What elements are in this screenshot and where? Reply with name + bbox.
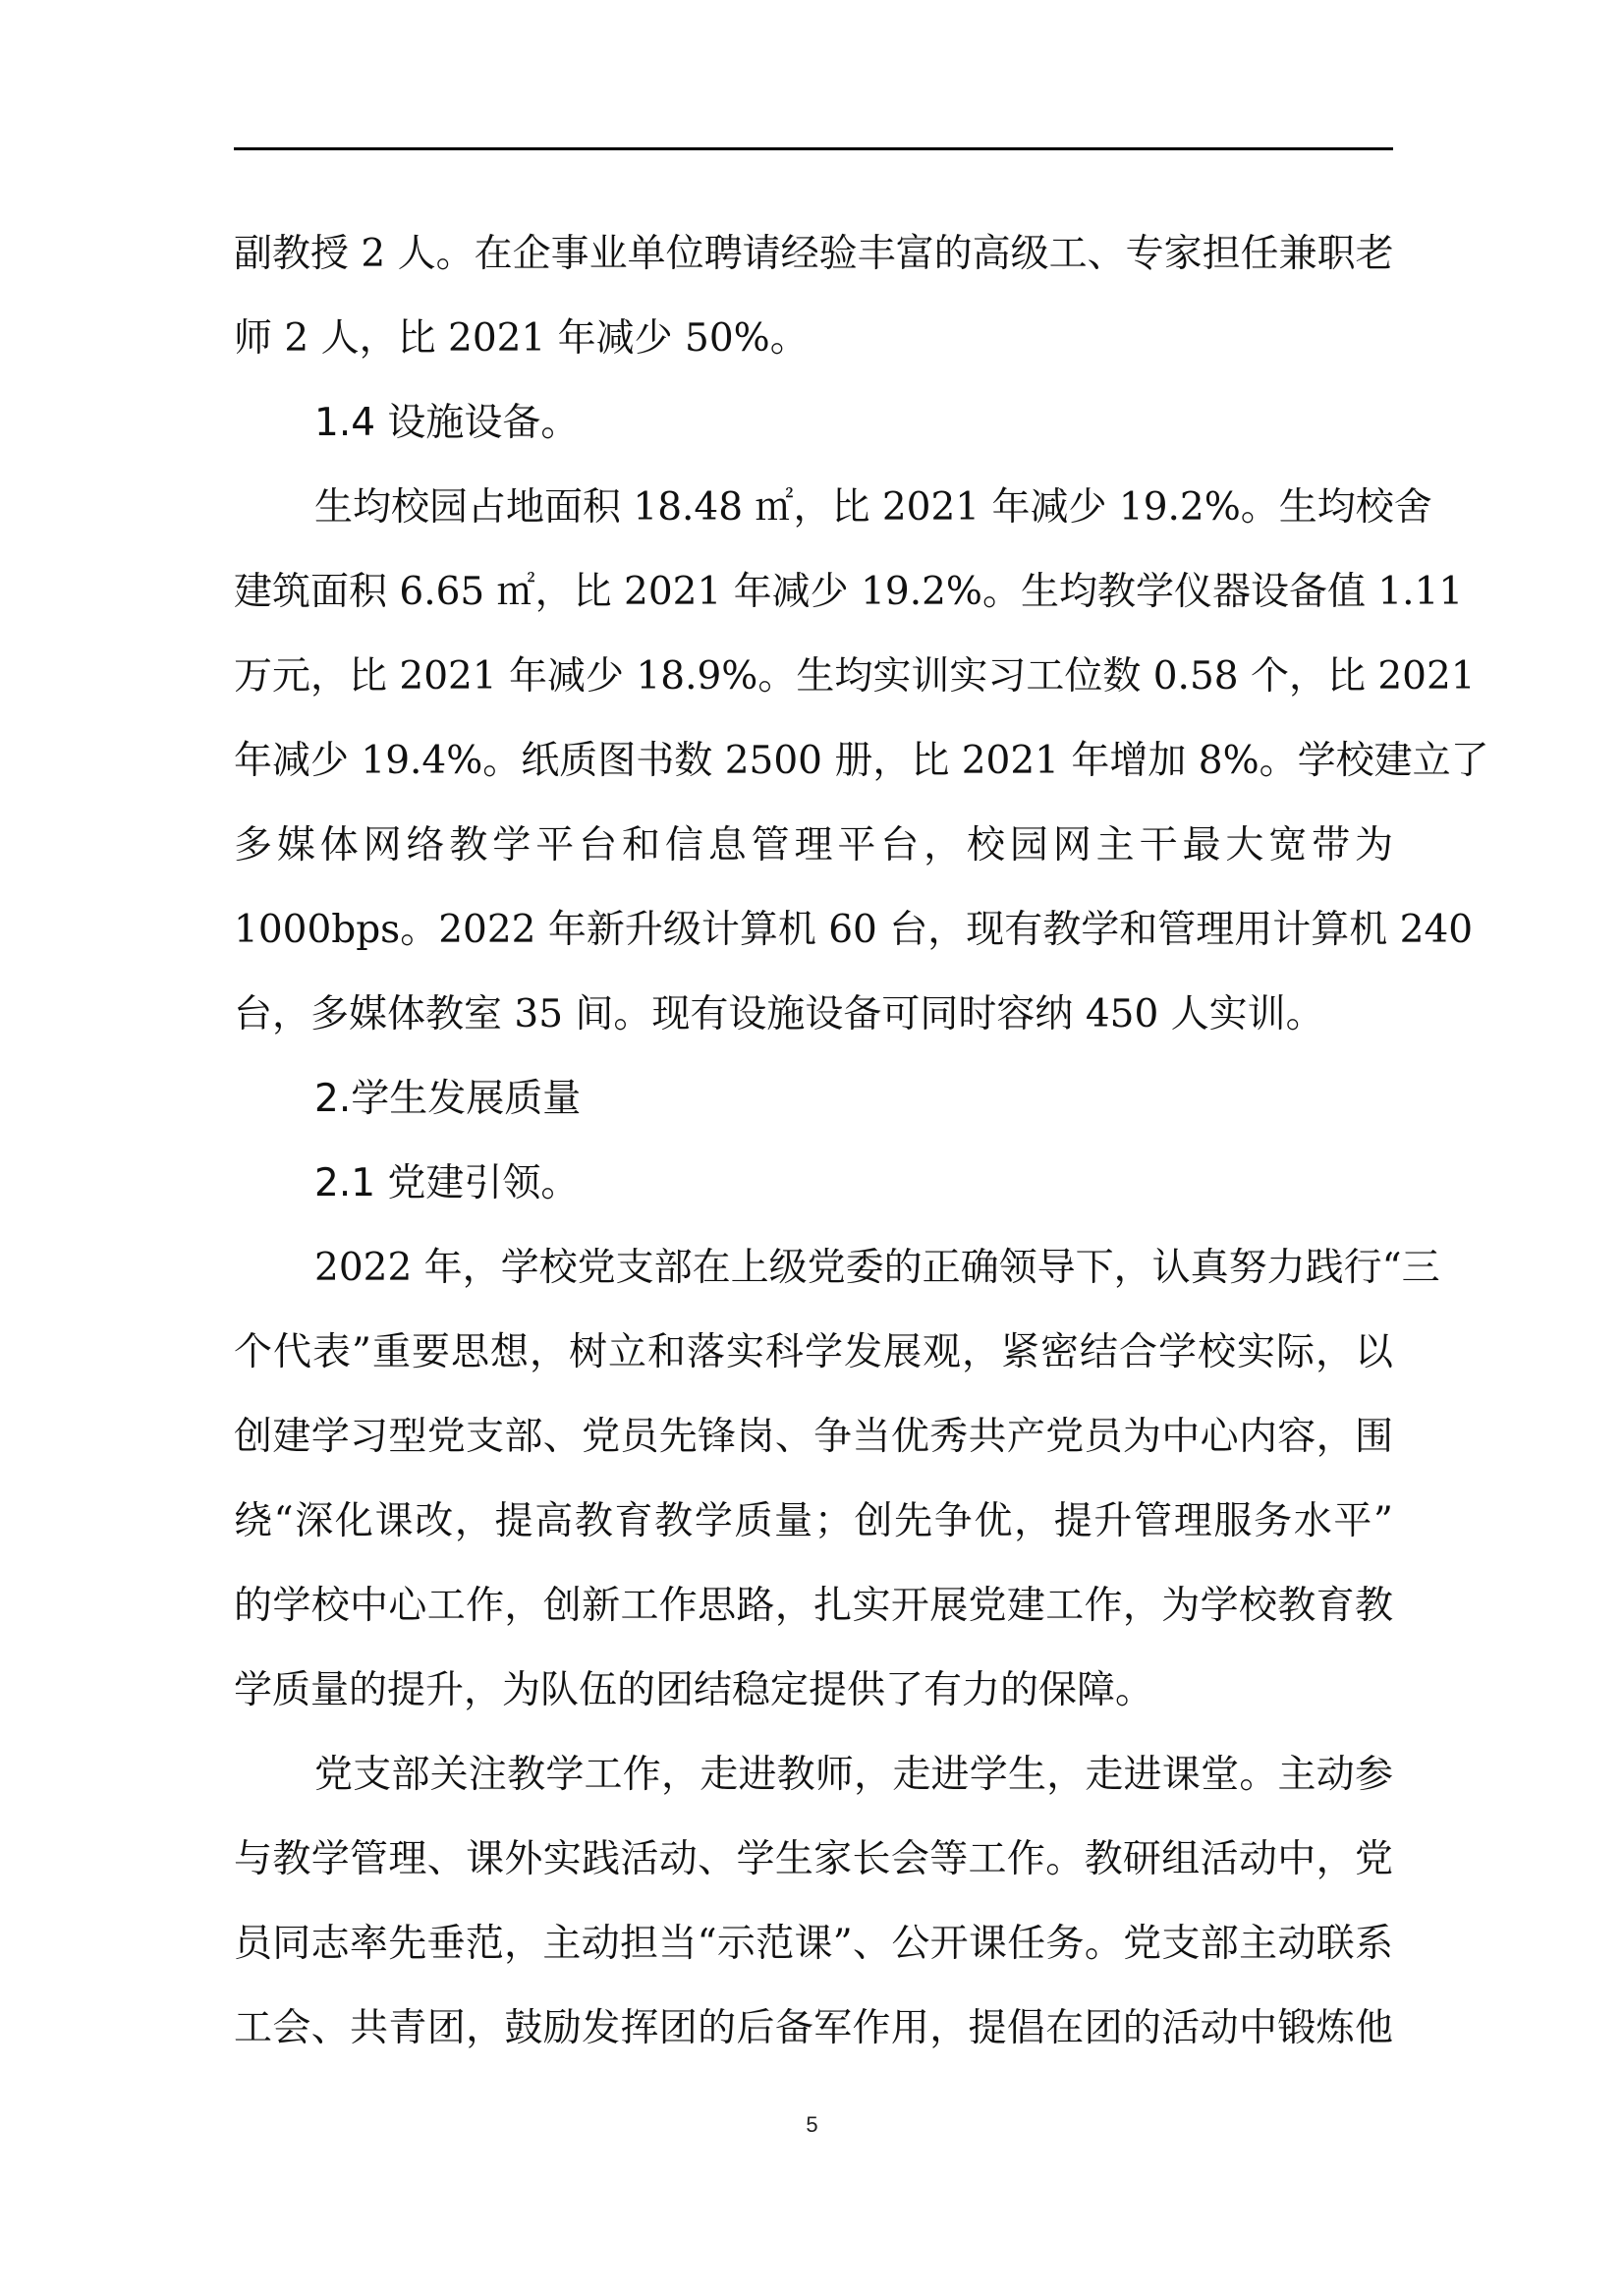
paragraph-line: 与教学管理、课外实践活动、学生家长会等工作。教研组活动中，党 <box>234 1837 1393 1881</box>
paragraph-line: 的学校中心工作，创新工作思路，扎实开展党建工作，为学校教育教 <box>234 1584 1393 1628</box>
paragraph-line: 创建学习型党支部、党员先锋岗、争当优秀共产党员为中心内容，围 <box>234 1415 1393 1459</box>
paragraph-line: 员同志率先垂范，主动担当“示范课”、公开课任务。党支部主动联系 <box>234 1922 1393 1966</box>
paragraph-line: 绕“深化课改，提高教育教学质量；创先争优，提升管理服务水平” <box>234 1499 1393 1543</box>
paragraph-teachers-continued <box>234 212 1393 381</box>
paragraph-line: 个代表”重要思想，树立和落实科学发展观，紧密结合学校实际，以 <box>234 1330 1393 1374</box>
paragraph-line: 多媒体网络教学平台和信息管理平台，校园网主干最大宽带为 <box>234 823 1393 868</box>
paragraph-line: 台，多媒体教室 35 间。现有设施设备可同时容纳 450 人实训。 <box>234 992 1324 1036</box>
paragraph-line: 年减少 19.4%。纸质图书数 2500 册，比 2021 年增加 8%。学校建立了 <box>234 739 1489 783</box>
section-heading-facilities <box>234 381 1393 466</box>
paragraph-line: 工会、共青团，鼓励发挥团的后备军作用，提倡在团的活动中锻炼他 <box>234 2006 1393 2050</box>
section-heading: 2.1 党建引领。 <box>314 1161 580 1205</box>
paragraph-line: 学质量的提升，为队伍的团结稳定提供了有力的保障。 <box>234 1668 1154 1712</box>
paragraph-party-building <box>234 1226 1440 1733</box>
paragraph-line: 生均校园占地面积 18.48 ㎡，比 2021 年减少 19.2%。生均校舍 <box>314 485 1432 530</box>
paragraph-line: 2022 年，学校党支部在上级党委的正确领导下，认真努力践行“三 <box>314 1246 1440 1290</box>
paragraph-line: 建筑面积 6.65 ㎡，比 2021 年减少 19.2%。生均教学仪器设备值 1.11 <box>234 570 1464 614</box>
section-heading-student-development <box>234 1057 1393 1142</box>
page-number: 5 <box>806 2112 818 2137</box>
paragraph-line: 师 2 人，比 2021 年减少 50%。 <box>234 316 809 361</box>
paragraph-party-teaching <box>234 1733 1393 2071</box>
section-heading: 2.学生发展质量 <box>314 1077 582 1121</box>
paragraph-line: 万元，比 2021 年减少 18.9%。生均实训实习工位数 0.58 个，比 2021 <box>234 654 1476 699</box>
paragraph-line: 副教授 2 人。在企事业单位聘请经验丰富的高级工、专家担任兼职老 <box>234 232 1394 276</box>
paragraph-facilities <box>234 466 1489 1057</box>
section-heading: 1.4 设施设备。 <box>314 401 580 445</box>
paragraph-line: 1000bps。2022 年新升级计算机 60 台，现有教学和管理用计算机 240 <box>234 908 1474 952</box>
paragraph-line: 党支部关注教学工作，走进教师，走进学生，走进课堂。主动参 <box>314 1753 1393 1797</box>
section-heading-party-building <box>234 1142 1393 1226</box>
document-body <box>234 212 1489 2071</box>
header-rule <box>234 147 1393 150</box>
